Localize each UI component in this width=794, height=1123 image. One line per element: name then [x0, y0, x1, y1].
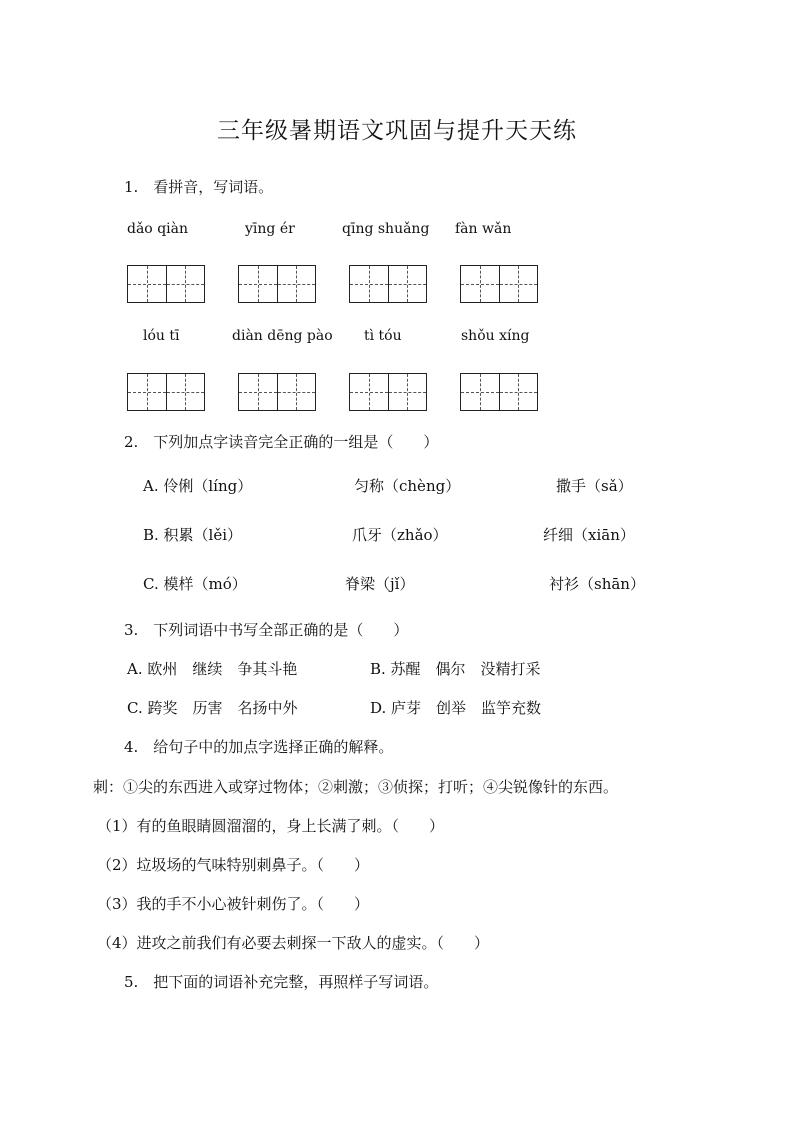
option-a: A. 欧州 继续 争其斗艳	[127, 660, 298, 678]
option-d: D. 庐芽 创举 监竽充数	[370, 699, 542, 717]
option-c-3: 衬衫（shān）	[549, 575, 645, 593]
option-c-2: 脊梁（jǐ）	[345, 575, 415, 593]
page-title: 三年级暑期语文巩固与提升天天练	[217, 118, 577, 144]
option-a-3: 撒手（sǎ）	[556, 477, 633, 495]
question-2-label: 2. 下列加点字读音完全正确的一组是（ ）	[124, 433, 439, 451]
pinyin-2-1: lóu tī	[143, 328, 180, 344]
sub-question-4: （4）进攻之前我们有必要去刺探一下敌人的虚实。（ ）	[97, 934, 490, 952]
option-b-3: 纤细（xiān）	[543, 526, 635, 544]
option-b: B. 苏醒 偶尔 没精打采	[370, 660, 541, 678]
question-1-label: 1. 看拼音，写词语。	[124, 178, 274, 196]
option-a-1: A. 伶俐（líng）	[143, 477, 253, 495]
writing-grid[interactable]	[349, 265, 427, 303]
option-a-2: 匀称（chèng）	[354, 477, 461, 495]
sub-question-1: （1）有的鱼眼睛圆溜溜的，身上长满了刺。（ ）	[97, 817, 445, 835]
pinyin-1-1: dǎo qiàn	[127, 221, 188, 237]
pinyin-2-3: tì tóu	[364, 328, 402, 344]
pinyin-1-4: fàn wǎn	[455, 221, 512, 237]
writing-grid[interactable]	[238, 265, 316, 303]
option-b-2: 爪牙（zhǎo）	[352, 526, 448, 544]
option-b-1: B. 积累（lěi）	[143, 526, 243, 544]
option-c: C. 跨奖 历害 名扬中外	[127, 699, 298, 717]
writing-grid[interactable]	[460, 265, 538, 303]
writing-grid[interactable]	[127, 265, 205, 303]
sub-question-2: （2）垃圾场的气味特别刺鼻子。（ ）	[97, 856, 370, 874]
pinyin-2-2: diàn dēng pào	[232, 328, 333, 344]
pinyin-1-2: yīng ér	[245, 221, 295, 237]
option-c-1: C. 模样（mó）	[143, 575, 247, 593]
sub-question-3: （3）我的手不小心被针刺伤了。（ ）	[97, 895, 370, 913]
writing-grid[interactable]	[238, 373, 316, 411]
writing-grid[interactable]	[349, 373, 427, 411]
writing-grid[interactable]	[460, 373, 538, 411]
question-4-label: 4. 给句子中的加点字选择正确的解释。	[124, 738, 394, 756]
question-5-label: 5. 把下面的词语补充完整，再照样子写词语。	[124, 973, 439, 991]
pinyin-1-3: qīng shuǎng	[342, 221, 430, 237]
question-3-label: 3. 下列词语中书写全部正确的是（ ）	[124, 621, 409, 639]
pinyin-2-4: shǒu xíng	[461, 328, 530, 344]
writing-grid[interactable]	[127, 373, 205, 411]
definition-line: 刺：①尖的东西进入或穿过物体；②刺激；③侦探；打听；④尖锐像针的东西。	[93, 778, 619, 796]
